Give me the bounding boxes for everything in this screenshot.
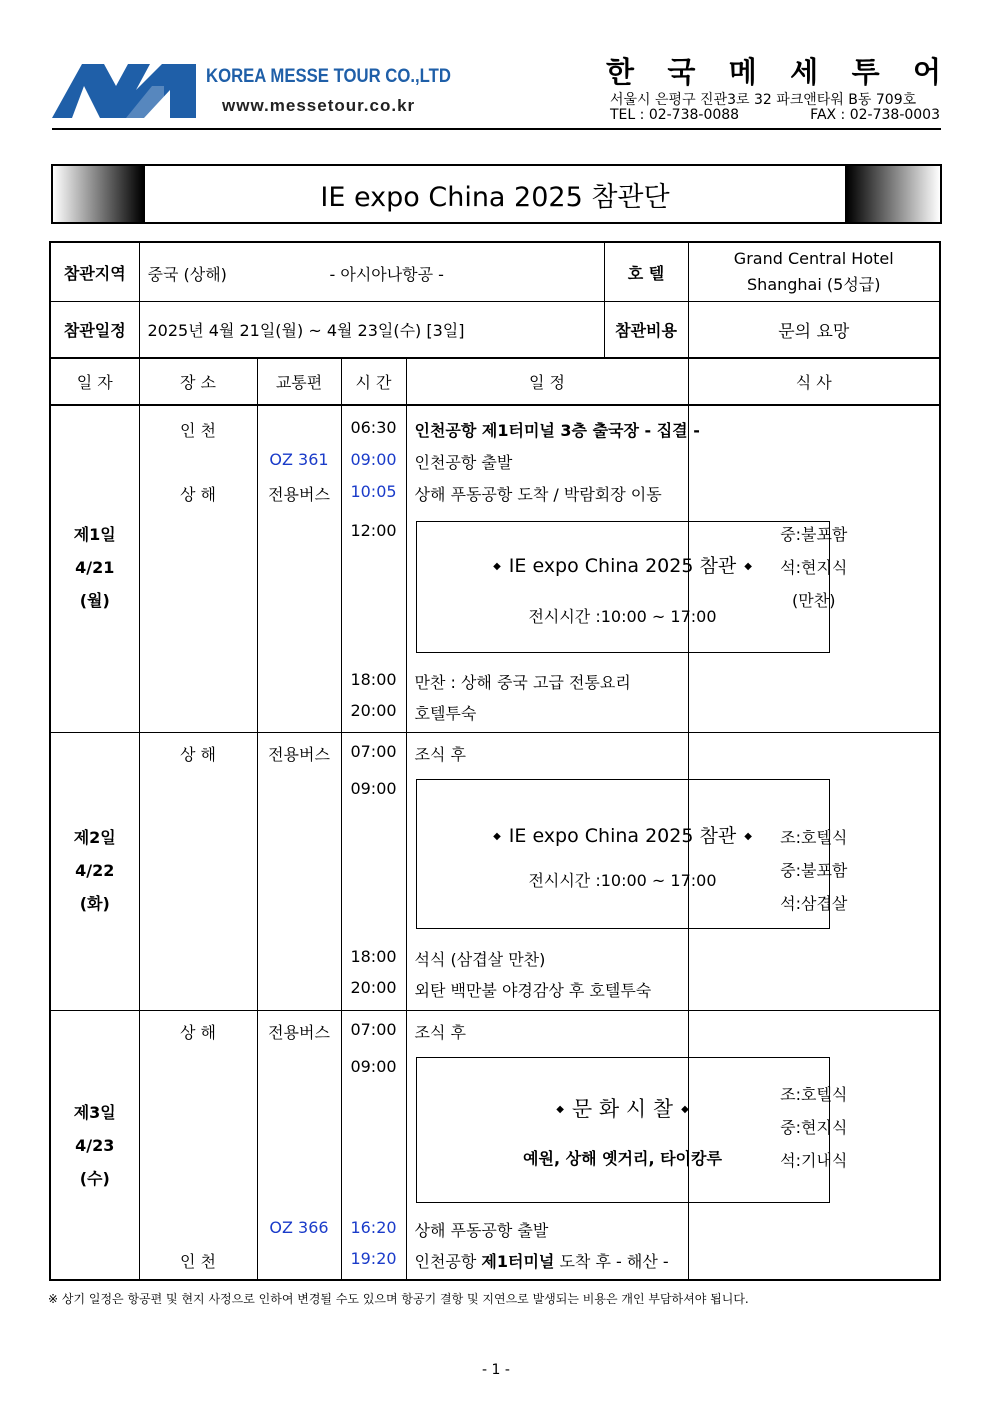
airline-value: - 아시아나항공 - [329, 265, 444, 284]
day3-flight: OZ 366 [269, 1217, 329, 1237]
day2-box-title: ◆ IE expo China 2025 참관 ◆ [493, 824, 752, 847]
day1-time-1: 06:30 [350, 417, 397, 437]
col-time: 시 간 [341, 358, 406, 405]
day2-event-1: 조식 후 [414, 744, 466, 764]
day3-box-title: ◆ 문 화 시 찰 ◆ [556, 1096, 689, 1121]
day2-event-3: 외탄 백만불 야경감상 후 호텔투숙 [414, 980, 652, 1000]
day1-time-5: 18:00 [350, 669, 397, 689]
day3-place-cell [139, 1010, 257, 1280]
day1-box-title: ◆ IE expo China 2025 참관 ◆ [493, 554, 752, 577]
day2-label: 제2일 [73, 827, 116, 847]
day1-time-3: 10:05 [350, 481, 397, 501]
day1-time-2: 09:00 [350, 449, 397, 469]
day3-event-2: 상해 푸동공항 출발 [414, 1220, 549, 1240]
schedule-table [49, 241, 941, 1281]
day2-date: 4/22 [75, 860, 115, 880]
day2-transport-cell [257, 732, 341, 1010]
day3-meal-cell [688, 1010, 940, 1280]
hotel-cell [688, 242, 940, 302]
day2-place-cell [139, 732, 257, 1010]
col-schedule: 일 정 [406, 358, 688, 405]
company-address: 서울시 은평구 진관3로 32 파크앤타워 B동 709호 [610, 92, 917, 108]
diamond-icon: ◆ [744, 830, 752, 842]
day-row-2 [50, 732, 940, 1010]
col-day: 일 자 [50, 358, 139, 405]
day2-day-cell [50, 732, 139, 1010]
info-row-region [50, 242, 940, 302]
day3-meal-2: 중:현지식 [780, 1117, 848, 1137]
day1-time-6: 20:00 [350, 700, 397, 720]
dates-cell [139, 302, 604, 358]
hotel-name-line1: Grand Central Hotel [733, 249, 894, 268]
title-gradient-right [845, 166, 940, 222]
column-header-row [50, 358, 940, 405]
dates-label: 참관일정 [50, 302, 139, 358]
diamond-icon: ◆ [681, 1104, 689, 1115]
cost-label: 참관비용 [604, 302, 688, 358]
day1-place-1: 인 천 [180, 420, 216, 440]
day3-bus: 전용버스 [268, 1022, 330, 1042]
day2-box-hours: 전시시간 :10:00 ~ 17:00 [528, 870, 717, 890]
col-transport: 교통편 [257, 358, 341, 405]
day3-box-places: 예원, 상해 옛거리, 타이캉루 [523, 1148, 722, 1168]
day2-bus: 전용버스 [268, 744, 330, 764]
dates-value: 2025년 4월 21일(월) ~ 4월 23일(수) [3일] [147, 320, 465, 340]
day2-meal-3: 석:삼겹살 [780, 893, 848, 913]
day3-place-1: 상 해 [180, 1022, 216, 1042]
company-website[interactable]: www.messetour.co.kr [222, 96, 416, 115]
day1-meal-1: 중:불포함 [780, 524, 848, 544]
day1-event-1: 인천공항 제1터미널 3층 출국장 - 집결 - [414, 420, 700, 440]
company-name-kr: 한 국 메 세 투 어 [606, 55, 941, 89]
day1-meal-3: (만찬) [792, 590, 836, 610]
company-name-en: KOREA MESSE TOUR CO.,LTD [206, 66, 451, 87]
day3-time-3: 16:20 [350, 1217, 397, 1237]
day3-schedule-cell [406, 1010, 722, 1280]
diamond-icon: ◆ [556, 1104, 564, 1115]
day-row-3 [50, 1010, 940, 1280]
day1-label: 제1일 [73, 524, 116, 544]
day1-day-cell [50, 405, 139, 733]
day2-time-2: 09:00 [350, 778, 397, 798]
day3-transport-cell [257, 1010, 341, 1280]
day3-date: 4/23 [75, 1135, 115, 1155]
company-logo [52, 64, 196, 118]
day1-meal-cell [688, 405, 940, 733]
day3-meal-3: 석:기내식 [780, 1150, 848, 1170]
col-place: 장 소 [139, 358, 257, 405]
day2-event-2: 석식 (삼겹살 만찬) [414, 949, 546, 969]
day-row-1 [50, 405, 940, 733]
diamond-icon: ◆ [493, 560, 501, 572]
day1-event-3: 상해 푸동공항 도착 / 박람회장 이동 [414, 484, 662, 504]
day3-place-2: 인 천 [180, 1251, 216, 1271]
day3-label: 제3일 [73, 1102, 116, 1122]
col-meal: 식 사 [688, 358, 940, 405]
footnote: ※ 상기 일정은 항공편 및 현지 사정으로 인하여 변경될 수도 있으며 항공기 결항 및 지연으로 발생되는 비용은 개인 부담하셔야 됩니다. [48, 1292, 749, 1306]
day1-box-hours: 전시시간 :10:00 ~ 17:00 [528, 606, 717, 626]
cost-value: 문의 요망 [688, 302, 940, 358]
day1-place-2: 상 해 [180, 484, 216, 504]
diamond-icon: ◆ [493, 830, 501, 842]
hotel-label: 호 텔 [604, 242, 688, 302]
header-divider [52, 128, 941, 130]
region-value: 중국 (상해) [147, 265, 227, 284]
day1-place-cell [139, 405, 257, 733]
day3-weekday: (수) [79, 1168, 110, 1188]
day2-time-1: 07:00 [350, 741, 397, 761]
company-tel: TEL : 02-738-0088 [610, 107, 740, 123]
day2-time-4: 20:00 [350, 977, 397, 997]
day3-time-4: 19:20 [350, 1248, 397, 1268]
hotel-name-line2: Shanghai (5성급) [747, 275, 881, 294]
day2-time-3: 18:00 [350, 946, 397, 966]
day2-meal-cell [688, 732, 940, 1010]
day1-event-2: 인천공항 출발 [414, 452, 513, 472]
day2-place-1: 상 해 [180, 744, 216, 764]
diamond-icon: ◆ [744, 560, 752, 572]
title-gradient-left [53, 166, 145, 222]
day2-schedule-cell [406, 732, 752, 1010]
day2-meal-1: 조:호텔식 [780, 827, 848, 847]
day2-time-cell [341, 732, 406, 1010]
title-banner [51, 164, 942, 224]
day3-time-2: 09:00 [350, 1056, 397, 1076]
day1-date: 4/21 [75, 557, 115, 577]
page-number: - 1 - [482, 1362, 510, 1378]
day2-weekday: (화) [79, 893, 110, 913]
day3-event-3: 인천공항 제1터미널 도착 후 - 해산 - [414, 1251, 669, 1271]
day3-day-cell [50, 1010, 139, 1280]
day1-event-5: 호텔투숙 [414, 703, 477, 723]
day3-meal-1: 조:호텔식 [780, 1084, 848, 1104]
page-title: IE expo China 2025 참관단 [320, 181, 670, 213]
region-label: 참관지역 [50, 242, 139, 302]
day2-meal-2: 중:불포함 [780, 860, 848, 880]
day3-event-1: 조식 후 [414, 1022, 466, 1042]
day3-time-cell [341, 1010, 406, 1280]
day1-time-cell [341, 405, 406, 733]
day3-time-1: 07:00 [350, 1019, 397, 1039]
company-fax: FAX : 02-738-0003 [810, 107, 940, 123]
day1-meal-2: 석:현지식 [780, 557, 848, 577]
day1-schedule-cell [406, 405, 752, 733]
day1-time-4: 12:00 [350, 520, 397, 540]
region-cell [139, 242, 604, 302]
day1-bus: 전용버스 [268, 484, 330, 504]
day1-flight: OZ 361 [269, 449, 329, 469]
day1-event-4: 만찬 : 상해 중국 고급 전통요리 [414, 672, 631, 692]
day1-weekday: (월) [79, 590, 110, 610]
day1-transport-cell [257, 405, 341, 733]
info-row-dates [50, 302, 940, 358]
